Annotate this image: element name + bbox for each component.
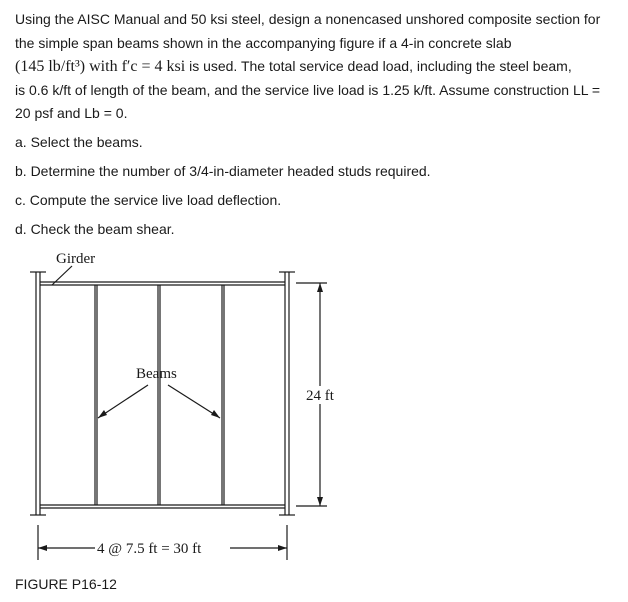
width-dimension-label: 4 @ 7.5 ft = 30 ft [97, 541, 202, 557]
problem-line-3-rest: is used. The total service dead load, including the steel beam, [185, 58, 572, 74]
slab-weight-math: (145 lb/ft³) with f′c = 4 ksi [15, 58, 186, 75]
part-a: a. Select the beams. [15, 134, 143, 150]
right-girder [279, 272, 295, 515]
figure-caption: FIGURE P16-12 [15, 576, 117, 592]
problem-line-2: the simple span beams shown in the accompanying figure if a 4-in concrete slab [15, 34, 512, 51]
girder-label: Girder [56, 251, 96, 267]
problem-line-4: is 0.6 k/ft of length of the beam, and the service live load is 1.25 k/ft. Assume construction LL = [15, 81, 601, 98]
beam-leader-arrow-left [98, 410, 107, 418]
beam-1 [95, 285, 97, 505]
left-girder [30, 272, 46, 515]
height-dimension-label: 24 ft [306, 388, 334, 404]
beam-leader-arrow-right [211, 410, 220, 418]
width-arrow-left [38, 545, 47, 551]
height-arrow-bottom [317, 497, 323, 506]
beams-label: Beams [136, 366, 177, 382]
beam-3 [222, 285, 224, 505]
part-c: c. Compute the service live load deflection. [15, 192, 282, 208]
beam-2 [158, 285, 160, 505]
part-d: d. Check the beam shear. [15, 221, 175, 237]
part-b: b. Determine the number of 3/4-in-diameter headed studs required. [15, 163, 431, 179]
problem-line-5: 20 psf and Lb = 0. [15, 105, 128, 121]
problem-line-1: Using the AISC Manual and 50 ksi steel, design a nonencased unshored composite section for [15, 11, 601, 27]
width-arrow-right [278, 545, 287, 551]
height-arrow-top [317, 283, 323, 292]
